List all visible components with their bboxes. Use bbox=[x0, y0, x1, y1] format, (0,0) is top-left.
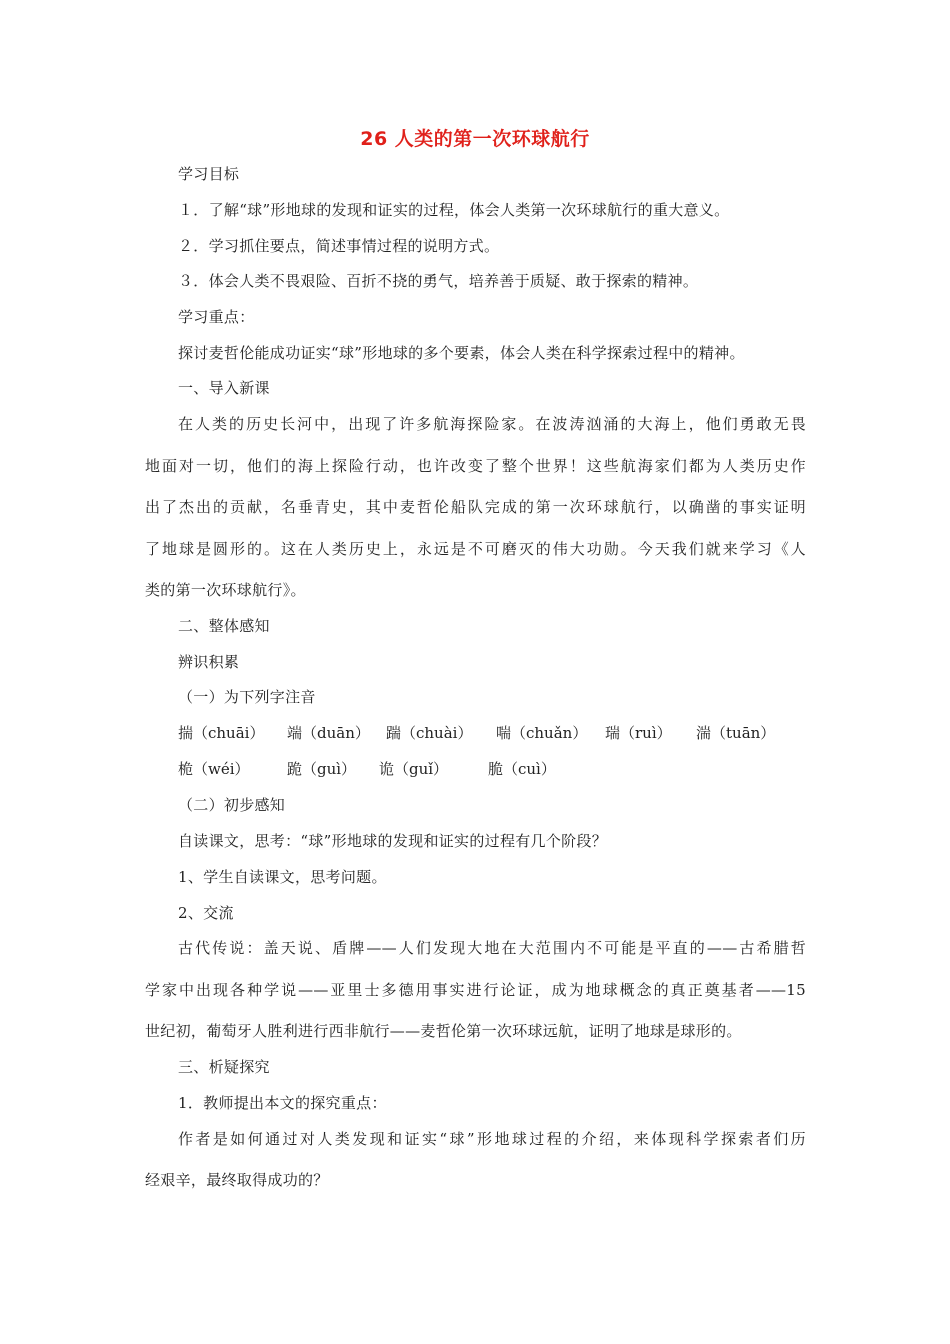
objective-item-3: ３．体会人类不畏艰险、百折不挠的勇气，培养善于质疑、敢于探索的精神。 bbox=[178, 272, 699, 290]
step-2: 2、交流 bbox=[178, 904, 234, 922]
teacher-point: 1．教师提出本文的探究重点： bbox=[178, 1094, 387, 1112]
exchange-line-2: 学家中出现各种学说——亚里士多德用事实进行论证，成为地球概念的真正奠基者——15 bbox=[145, 981, 806, 999]
pinyin-item: 桅（wéi） bbox=[178, 760, 250, 778]
question-line-2: 经艰辛，最终取得成功的？ bbox=[145, 1171, 329, 1189]
step-1: 1、学生自读课文，思考问题。 bbox=[178, 868, 387, 886]
pinyin-item: 踹（chuài） bbox=[386, 724, 473, 742]
section1-line-3: 出了杰出的贡献，名垂青史，其中麦哲伦船队完成的第一次环球航行，以确凿的事实证明 bbox=[145, 498, 806, 516]
objective-item-2: ２．学习抓住要点，简述事情过程的说明方式。 bbox=[178, 237, 500, 255]
sub1-heading: （一）为下列字注音 bbox=[178, 688, 316, 706]
section1-heading: 一、导入新课 bbox=[178, 379, 270, 397]
sub2-heading: （二）初步感知 bbox=[178, 796, 286, 814]
key-text: 探讨麦哲伦能成功证实“球”形地球的多个要素，体会人类在科学探索过程中的精神。 bbox=[178, 344, 745, 362]
pinyin-item: 端（duān） bbox=[287, 724, 370, 742]
question-line-1: 作者是如何通过对人类发现和证实“球”形地球过程的介绍，来体现科学探索者们历 bbox=[178, 1130, 806, 1148]
exchange-line-1: 古代传说：盖天说、盾牌——人们发现大地在大范围内不可能是平直的——古希腊哲 bbox=[178, 939, 806, 957]
pinyin-item: 跪（guì） bbox=[287, 760, 357, 778]
section2-heading: 二、整体感知 bbox=[178, 617, 270, 635]
page-title: 26 人类的第一次环球航行 bbox=[360, 128, 590, 150]
section1-line-4: 了地球是圆形的。这在人类历史上，永远是不可磨灭的伟大功勋。今天我们就来学习《人 bbox=[145, 540, 806, 558]
section1-line-1: 在人类的历史长河中，出现了许多航海探险家。在波涛汹涌的大海上，他们勇敢无畏 bbox=[178, 415, 806, 433]
pinyin-item: 揣（chuāi） bbox=[178, 724, 265, 742]
objectives-heading: 学习目标 bbox=[178, 165, 240, 183]
key-heading: 学习重点： bbox=[178, 308, 255, 326]
pinyin-item: 诡（guǐ） bbox=[379, 760, 449, 778]
section1-line-2: 地面对一切，他们的海上探险行动，也许改变了整个世界！这些航海家们都为人类历史作 bbox=[145, 457, 806, 475]
section3-heading: 三、析疑探究 bbox=[178, 1058, 270, 1076]
objective-item-1: １．了解“球”形地球的发现和证实的过程，体会人类第一次环球航行的重大意义。 bbox=[178, 201, 730, 219]
reading-prompt: 自读课文，思考：“球”形地球的发现和证实的过程有几个阶段？ bbox=[178, 832, 608, 850]
vocab-heading: 辨识积累 bbox=[178, 653, 240, 671]
pinyin-item: 脆（cuì） bbox=[488, 760, 556, 778]
exchange-line-3: 世纪初，葡萄牙人胜利进行西非航行——麦哲伦第一次环球远航，证明了地球是球形的。 bbox=[145, 1022, 742, 1040]
pinyin-item: 喘（chuǎn） bbox=[496, 724, 588, 742]
pinyin-item: 湍（tuān） bbox=[696, 724, 776, 742]
section1-line-5: 类的第一次环球航行》。 bbox=[145, 581, 306, 599]
pinyin-item: 瑞（ruì） bbox=[605, 724, 672, 742]
